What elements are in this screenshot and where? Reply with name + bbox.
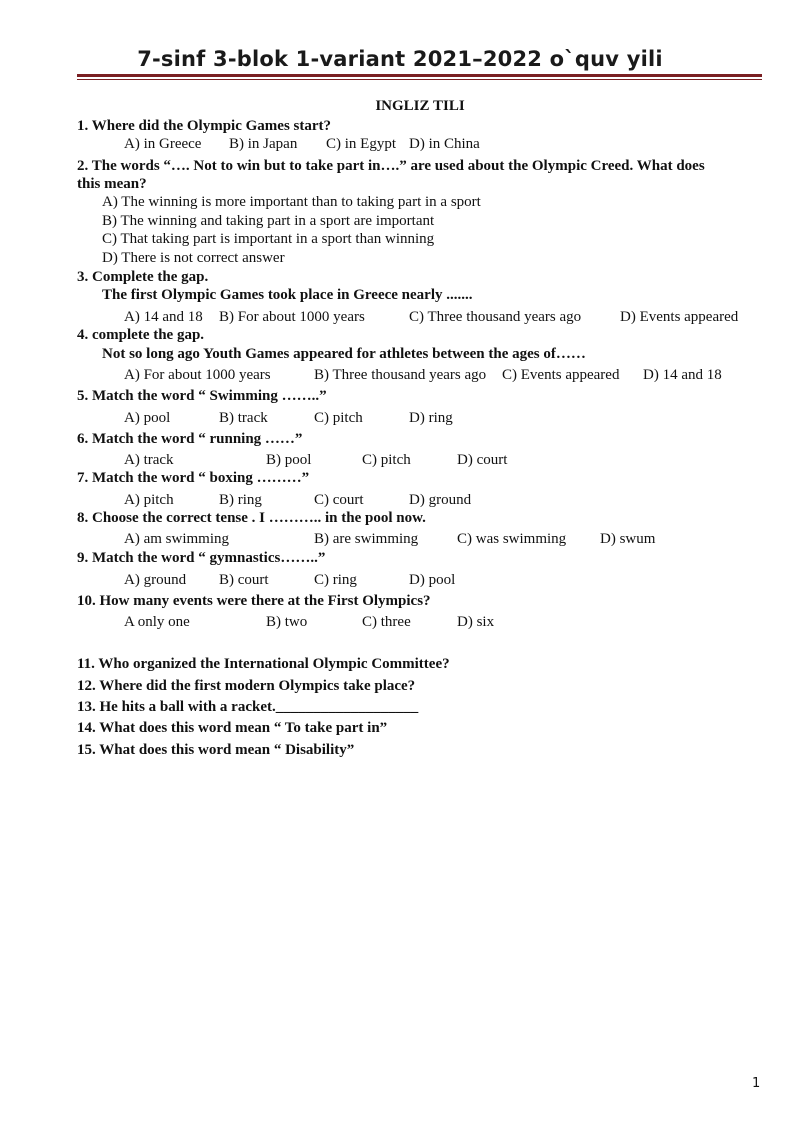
question-15: 15. What does this word mean “ Disability” [77,742,355,758]
q7-option-c: C) court [314,492,364,508]
question-1: 1. Where did the Olympic Games start? [77,118,332,134]
q10-option-c: C) three [362,614,411,630]
q10-option-b: B) two [266,614,308,630]
question-3-prompt: The first Olympic Games took place in Greece nearly ....... [102,287,473,303]
q5-option-c: C) pitch [314,410,363,426]
q8-option-a: A) am swimming [124,531,229,547]
q4-option-c: C) Events appeared [502,367,620,383]
question-13: 13. He hits a ball with a racket.___________________ [77,699,419,715]
question-4: 4. complete the gap. [77,327,205,343]
q1-option-c: C) in Egypt [326,136,396,152]
q3-option-b: B) For about 1000 years [219,309,365,325]
q1-option-b: B) in Japan [229,136,298,152]
q9-option-c: C) ring [314,572,357,588]
q10-option-d: D) six [457,614,495,630]
subject-heading: INGLIZ TILI [375,98,465,114]
header-rule-thick [77,74,762,77]
q2-option-d: D) There is not correct answer [102,250,285,266]
question-3: 3. Complete the gap. [77,269,209,285]
q8-option-b: B) are swimming [314,531,419,547]
question-10: 10. How many events were there at the First Olympics? [77,593,431,609]
q10-option-a: A only one [124,614,190,630]
q4-option-a: A) For about 1000 years [124,367,271,383]
q6-option-a: A) track [124,452,174,468]
q6-option-d: D) court [457,452,508,468]
q5-option-d: D) ring [409,410,453,426]
question-7: 7. Match the word “ boxing ………” [77,470,310,486]
header-rule-thin [77,79,762,80]
q2-option-c: C) That taking part is important in a sport than winning [102,231,435,247]
q9-option-a: A) ground [124,572,187,588]
page-number: 1 [752,1076,761,1091]
q2-option-b: B) The winning and taking part in a sport are important [102,213,435,229]
question-4-prompt: Not so long ago Youth Games appeared for athletes between the ages of…… [102,346,586,362]
q6-option-b: B) pool [266,452,312,468]
q2-option-a: A) The winning is more important than to taking part in a sport [102,194,481,210]
question-2-line-1: 2. The words “…. Not to win but to take part in….” are used about the Olympic Creed. What does [77,158,705,174]
q1-option-d: D) in China [409,136,480,152]
question-14: 14. What does this word mean “ To take part in” [77,720,388,736]
question-2-line-2: this mean? [77,176,147,192]
q7-option-d: D) ground [409,492,472,508]
q4-option-b: B) Three thousand years ago [314,367,487,383]
question-5: 5. Match the word “ Swimming ……..” [77,388,327,404]
q6-option-c: C) pitch [362,452,411,468]
q5-option-a: A) pool [124,410,171,426]
question-11: 11. Who organized the International Olympic Committee? [77,656,450,672]
q4-option-d: D) 14 and 18 [643,367,722,383]
question-12: 12. Where did the first modern Olympics take place? [77,678,416,694]
q7-option-a: A) pitch [124,492,174,508]
question-8: 8. Choose the correct tense . I ……….. in the pool now. [77,510,426,526]
q3-option-a: A) 14 and 18 [124,309,203,325]
question-6: 6. Match the word “ running ……” [77,431,303,447]
document-title: 7-sinf 3-blok 1-variant 2021–2022 o`quv yili [137,47,663,71]
question-9: 9. Match the word “ gymnastics……..” [77,550,326,566]
q9-option-d: D) pool [409,572,456,588]
q8-option-d: D) swum [600,531,656,547]
q9-option-b: B) court [219,572,269,588]
q8-option-c: C) was swimming [457,531,567,547]
q7-option-b: B) ring [219,492,262,508]
q3-option-d: D) Events appeared [620,309,739,325]
q5-option-b: B) track [219,410,268,426]
q1-option-a: A) in Greece [124,136,202,152]
q3-option-c: C) Three thousand years ago [409,309,582,325]
